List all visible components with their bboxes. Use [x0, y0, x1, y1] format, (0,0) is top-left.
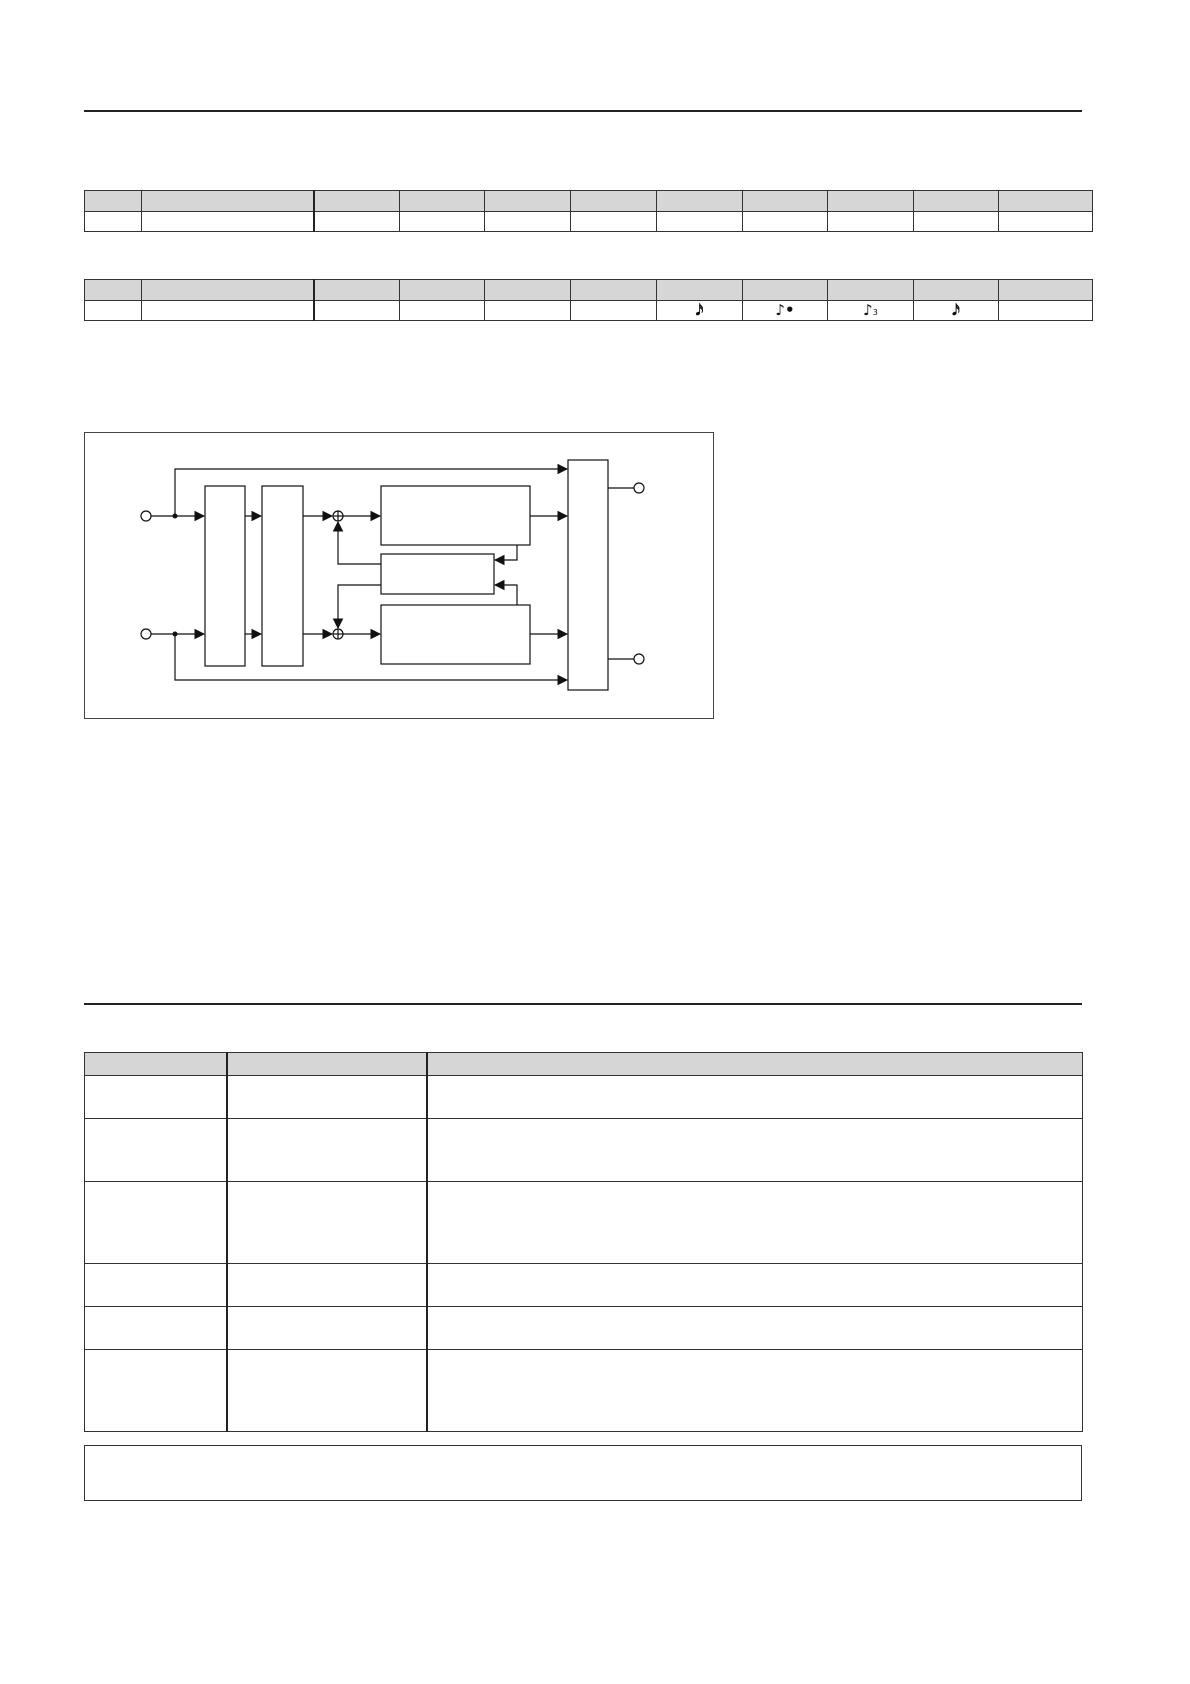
- table-2-cell: [85, 301, 142, 321]
- parameter-value-cell: [227, 1119, 427, 1182]
- table-2-cell: [314, 301, 400, 321]
- table-2-header-cell: [571, 280, 657, 301]
- table-1-cell: [85, 212, 142, 232]
- eighth-note-triplet-icon: ♪3: [863, 301, 878, 319]
- table-1-cell: [657, 212, 743, 232]
- parameter-table-header-cell: [85, 1053, 227, 1076]
- feedback-block: [381, 554, 494, 594]
- delay-lower-block: [381, 605, 530, 664]
- table-1-header-cell: [400, 191, 485, 212]
- table-2-header-cell: [657, 280, 743, 301]
- table-row: [85, 1182, 1083, 1264]
- output-r-terminal: [634, 654, 644, 664]
- table-1-cell: [828, 212, 914, 232]
- table-2-header-cell: [828, 280, 914, 301]
- table-1-header-cell: [485, 191, 571, 212]
- parameter-name-cell: [85, 1182, 227, 1264]
- table-2-cell: [999, 301, 1093, 321]
- parameter-value-cell: [227, 1350, 427, 1432]
- table-1-header-row: [85, 191, 1093, 212]
- table-2-header-cell: [314, 280, 400, 301]
- parameter-value-cell: [227, 1264, 427, 1307]
- table-1-header-cell: [142, 191, 314, 212]
- table-1-cell: [142, 212, 314, 232]
- parameter-desc-cell: [427, 1119, 1083, 1182]
- table-2-cell: [914, 301, 999, 321]
- sixteenth-note-icon: 𝅘𝅥𝅯: [952, 301, 960, 319]
- table-1-header-cell: [85, 191, 142, 212]
- parameter-name-cell: [85, 1076, 227, 1119]
- parameter-table-header-cell: [427, 1053, 1083, 1076]
- section-rule: [84, 1003, 1082, 1005]
- top-rule: [84, 110, 1082, 112]
- parameter-table-header-row: [85, 1053, 1083, 1076]
- output-l-terminal: [634, 483, 644, 493]
- table-2-cell: [743, 301, 828, 321]
- table-2-header-cell: [485, 280, 571, 301]
- table-1-cell: [485, 212, 571, 232]
- table-row: [85, 1264, 1083, 1307]
- parameter-desc-cell: [427, 1307, 1083, 1350]
- note-box: [84, 1445, 1082, 1501]
- table-1: [84, 190, 1093, 232]
- table-1-header-cell: [999, 191, 1093, 212]
- signal-flow-diagram: [84, 432, 714, 719]
- table-2-cell: [485, 301, 571, 321]
- table-row: [85, 1119, 1083, 1182]
- table-1-cell: [914, 212, 999, 232]
- table-2-header-cell: [914, 280, 999, 301]
- table-2-cell: [657, 301, 743, 321]
- table-1-header-cell: [828, 191, 914, 212]
- table-1-header-cell: [314, 191, 400, 212]
- delay-upper-block: [381, 486, 530, 545]
- table-row: [85, 1307, 1083, 1350]
- table-1-cell: [314, 212, 400, 232]
- table-1-header-cell: [743, 191, 828, 212]
- table-row: [85, 1076, 1083, 1119]
- input-r-terminal: [141, 629, 151, 639]
- table-2-header-cell: [400, 280, 485, 301]
- filter-block: [262, 486, 303, 666]
- table-2-cell: [142, 301, 314, 321]
- parameter-table: [84, 1052, 1083, 1432]
- table-1-cell: [400, 212, 485, 232]
- table-1-header-cell: [914, 191, 999, 212]
- signal-flow-svg: [85, 433, 713, 718]
- input-stage-block: [205, 486, 245, 666]
- input-l-terminal: [141, 511, 151, 521]
- parameter-value-cell: [227, 1182, 427, 1264]
- table-2-cell: [400, 301, 485, 321]
- parameter-desc-cell: [427, 1350, 1083, 1432]
- parameter-desc-cell: [427, 1182, 1083, 1264]
- table-2-header-row: [85, 280, 1093, 301]
- table-2-header-cell: [999, 280, 1093, 301]
- table-1-header-cell: [657, 191, 743, 212]
- parameter-name-cell: [85, 1350, 227, 1432]
- sixteenth-note-icon: 𝅘𝅥𝅯: [695, 301, 704, 319]
- table-1-row: [85, 212, 1093, 232]
- parameter-name-cell: [85, 1119, 227, 1182]
- table-2-cell: [828, 301, 914, 321]
- parameter-value-cell: [227, 1076, 427, 1119]
- parameter-value-cell: [227, 1307, 427, 1350]
- table-2-row: [85, 301, 1093, 321]
- table-2-cell: [571, 301, 657, 321]
- table-1-cell: [571, 212, 657, 232]
- table-2-header-cell: [743, 280, 828, 301]
- table-1-header-cell: [571, 191, 657, 212]
- table-row: [85, 1350, 1083, 1432]
- parameter-table-header-cell: [227, 1053, 427, 1076]
- table-1-cell: [999, 212, 1093, 232]
- parameter-desc-cell: [427, 1264, 1083, 1307]
- parameter-desc-cell: [427, 1076, 1083, 1119]
- table-2-header-cell: [85, 280, 142, 301]
- parameter-name-cell: [85, 1307, 227, 1350]
- table-1-cell: [743, 212, 828, 232]
- table-2: [84, 279, 1093, 321]
- table-2-header-cell: [142, 280, 314, 301]
- output-mixer-block: [568, 460, 608, 690]
- dotted-eighth-note-icon: ♪•: [775, 301, 795, 319]
- parameter-name-cell: [85, 1264, 227, 1307]
